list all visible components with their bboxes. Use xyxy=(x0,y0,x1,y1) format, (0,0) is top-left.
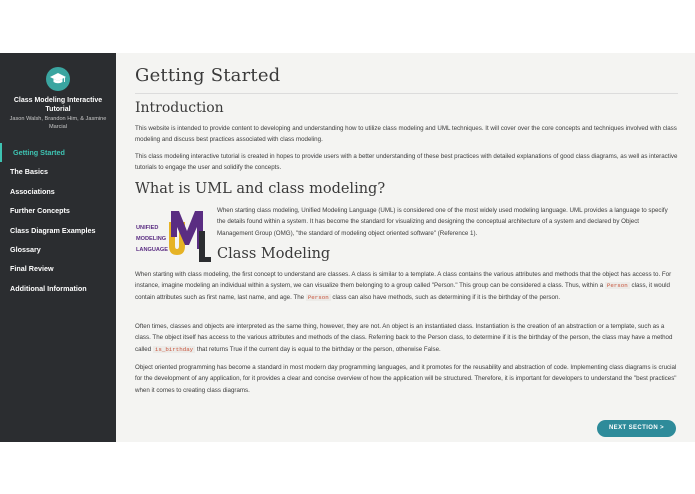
code-person: Person xyxy=(606,282,628,290)
sidebar-item-associations[interactable]: Associations xyxy=(10,186,55,196)
uml-logo-letters: UML xyxy=(173,242,176,243)
uml-logo-line-3: LANGUAGE xyxy=(136,247,169,253)
sidebar-item-additional-information[interactable]: Additional Information xyxy=(10,283,87,293)
title-divider xyxy=(135,93,678,94)
uml-logo xyxy=(135,209,213,267)
class-modeling-paragraph-3: Object oriented programming has become a standard in most modern day programming languages, and it promotes for the reusability and abstraction of code. Implementing class diagrams is crucial for the development of any application, for it provides a clear and concise overview of how the application will be structured. Therefore, it is important for developers to understand the "best practices" when it comes to creating class diagrams. xyxy=(135,364,677,394)
site-title[interactable]: Class Modeling Interactive Tutorial xyxy=(13,97,103,113)
paragraph-text: When starting with class modeling, the first concept to understand are classes. A class is similar to a template. A class contains the various attributes and methods that the object has access to. For instance, imagine modeling an individual within a system, we can visualize them belonging to a group called "Person." This group can be considered a class. Thus, within a xyxy=(135,271,672,290)
uml-logo-line-2: MODELING xyxy=(136,236,167,242)
sidebar-item-further-concepts[interactable]: Further Concepts xyxy=(10,206,70,216)
sidebar-item-glossary[interactable]: Glossary xyxy=(10,244,41,254)
main-content xyxy=(116,53,695,442)
sidebar-item-class-diagram-examples[interactable]: Class Diagram Examples xyxy=(10,225,96,235)
sidebar-item-getting-started[interactable]: Getting Started xyxy=(0,143,116,162)
paragraph-text: class, it would contain attributes such as first name, last name, and age. The xyxy=(135,282,670,301)
site-authors: Jason Walsh, Brandon Him, & Jasmine Marcial xyxy=(9,116,107,130)
code-is-birthday: is_birthday xyxy=(154,345,194,353)
uml-logo-line-1: UNIFIED xyxy=(136,225,159,231)
page-title: Getting Started xyxy=(135,65,281,86)
next-section-button[interactable]: NEXT SECTION > xyxy=(597,420,676,437)
sidebar xyxy=(0,53,116,442)
uml-paragraph: When starting class modeling, Unified Modeling Language (UML) is considered one of the most widely used modeling language. UML provides a language to specify the details found within a system. It has become the standard for visualizing and designing the conceptual architecture of a system and declared by Object Management Group (OMG), "the standard of modeling object oriented software" (Reference 1). xyxy=(217,207,668,237)
sidebar-nav xyxy=(0,143,116,298)
uml-heading: What is UML and class modeling? xyxy=(135,181,386,197)
class-modeling-paragraph-1 xyxy=(135,269,680,303)
paragraph-text: that returns True if the current day is equal to the birthday or the person, otherwise False. xyxy=(195,345,441,353)
class-modeling-paragraph-2 xyxy=(135,321,680,355)
paragraph-text: Often times, classes and objects are interpreted as the same thing, however, they are not. An object is an instantiated class. Instantiation is the creation of an abstraction or a template, such as a class. The object itself has access to the various attributes and methods of the class. Referring back to the Person class, to determine if it is the birthday of the person, the class may have a method called xyxy=(135,323,673,353)
introduction-heading: Introduction xyxy=(135,100,224,116)
class-modeling-heading: Class Modeling xyxy=(217,246,331,262)
graduation-cap-icon[interactable] xyxy=(46,67,70,91)
intro-paragraph-2: This class modeling interactive tutorial is created in hopes to provide users with a better understanding of these best practices with detailed explanations of good class diagrams, as well as interactive tutorials to engage the user and solidify the concepts. xyxy=(135,153,678,172)
intro-paragraph-1: This website is intended to provide content to developing and understanding how to utilize class modeling and UML techniques. It will cover over the core concepts and techniques involved with class modeling and discuss best practices associated with class modeling. xyxy=(135,125,677,144)
code-person: Person xyxy=(307,293,329,301)
sidebar-item-the-basics[interactable]: The Basics xyxy=(10,167,48,177)
paragraph-text: class can also have methods, such as determining if it is the birthday of the person. xyxy=(330,293,561,301)
sidebar-item-final-review[interactable]: Final Review xyxy=(10,264,54,274)
app-window xyxy=(0,53,695,442)
